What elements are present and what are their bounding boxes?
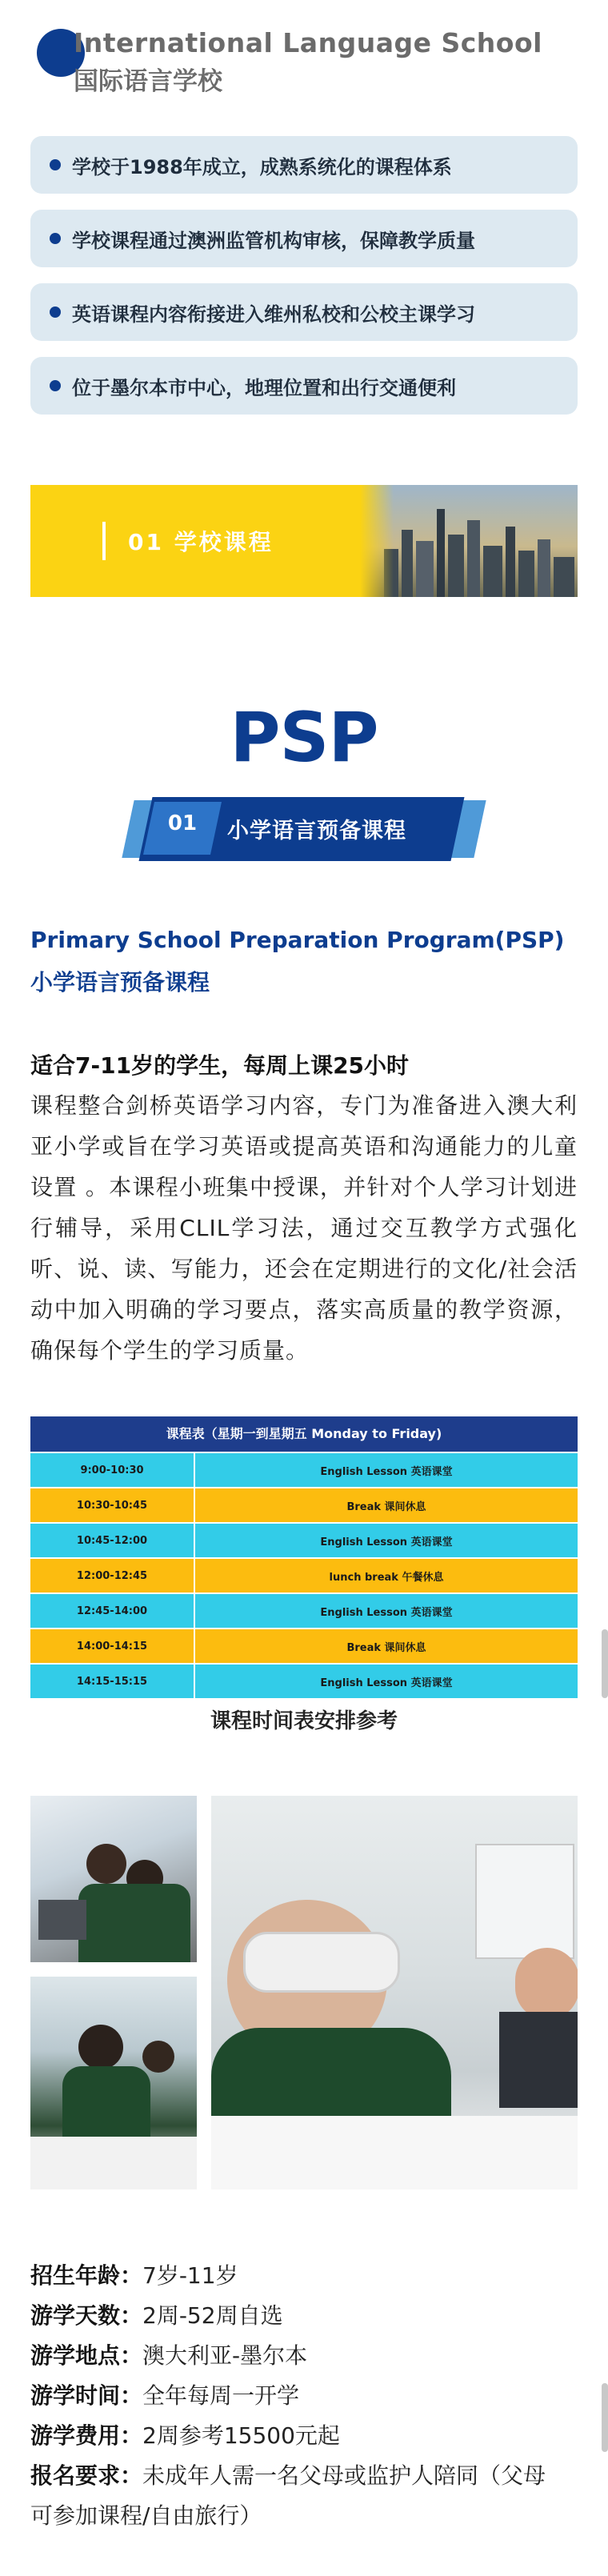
- ribbon-number: 01: [167, 811, 198, 835]
- time-cell: 14:00-14:15: [30, 1629, 195, 1663]
- program-abbr: PSP: [230, 698, 378, 778]
- program-name-zh: 小学语言预备课程: [30, 969, 210, 996]
- bullet-icon: [50, 233, 61, 244]
- table-row: [30, 1592, 578, 1628]
- info-row-time: [30, 2378, 299, 2410]
- scrollbar-thumb[interactable]: [602, 2383, 608, 2452]
- feature-item: [30, 283, 578, 341]
- info-label: 报名要求：: [30, 2462, 143, 2489]
- feature-text: 位于墨尔本市中心，地理位置和出行交通便利: [72, 376, 456, 399]
- bullet-icon: [50, 380, 61, 391]
- program-ribbon: [128, 797, 480, 863]
- info-row-fee: [30, 2418, 340, 2450]
- info-label: 游学费用：: [30, 2422, 143, 2449]
- info-value: 澳大利亚-墨尔本: [142, 2342, 308, 2369]
- info-value: 全年每周一开学: [142, 2382, 300, 2409]
- intro-paragraph: 课程整合剑桥英语学习内容，专门为准备进入澳大利亚小学或旨在学习英语或提高英语和沟通能力的儿童设置 。本课程小班集中授课，并针对个人学习计划进行辅导，采用CLIL学习法，通过交互教学方式强化听、说、读、写能力，还会在定期进行的文化/社会活动中加入明确的学习要点，落实高质量的教学资源，确保每个学生的学习质量。: [30, 1092, 578, 1364]
- info-label: 游学时间：: [30, 2382, 143, 2409]
- info-label: 游学地点：: [30, 2342, 143, 2369]
- time-cell: 10:30-10:45: [30, 1488, 195, 1522]
- info-label: 招生年龄：: [30, 2262, 143, 2289]
- banner-fade: [360, 485, 394, 597]
- scrollbar-thumb[interactable]: [602, 1629, 608, 1698]
- students-classroom-photo: [30, 1977, 197, 2189]
- time-cell: 12:45-14:00: [30, 1594, 195, 1628]
- timetable-caption: 课程时间表安排参考: [210, 1709, 398, 1733]
- activity-cell: English Lesson 英语课堂: [320, 1606, 453, 1619]
- school-name-zh: 国际语言学校: [74, 67, 222, 96]
- info-row-requirement-cont: [30, 2498, 262, 2530]
- table-row: [30, 1487, 578, 1522]
- time-cell: 10:45-12:00: [30, 1524, 195, 1557]
- table-row: [30, 1663, 578, 1698]
- school-name-en: International Language School: [74, 27, 542, 58]
- intro-heading: 适合7-11岁的学生，每周上课25小时: [30, 1052, 410, 1079]
- timetable-title: 课程表（星期一到星期五 Monday to Friday): [30, 1416, 578, 1452]
- info-value: 2周参考15500元起: [142, 2422, 340, 2449]
- info-label: 游学天数：: [30, 2302, 143, 2329]
- activity-cell: English Lesson 英语课堂: [320, 1677, 453, 1689]
- activity-cell: English Lesson 英语课堂: [320, 1536, 453, 1548]
- vr-headset-photo: [211, 1796, 578, 2189]
- feature-item: [30, 357, 578, 415]
- program-name-en: Primary School Preparation Program(PSP): [30, 927, 565, 953]
- feature-item: [30, 136, 578, 194]
- info-row-days: [30, 2298, 283, 2330]
- info-row-requirement: [30, 2458, 546, 2490]
- table-row: [30, 1452, 578, 1487]
- bullet-icon: [50, 159, 61, 170]
- banner-divider: [102, 522, 106, 560]
- info-value: 7岁-11岁: [142, 2262, 238, 2289]
- feature-text: 英语课程内容衔接进入维州私校和公校主课学习: [72, 302, 475, 326]
- ribbon-title: 小学语言预备课程: [227, 819, 406, 843]
- table-row: [30, 1628, 578, 1663]
- info-value: 2周-52周自选: [142, 2302, 283, 2329]
- feature-text: 学校于1988年成立，成熟系统化的课程体系: [72, 155, 452, 178]
- activity-cell: Break 课间休息: [346, 1500, 426, 1513]
- info-row-age: [30, 2258, 238, 2290]
- time-cell: 12:00-12:45: [30, 1559, 195, 1592]
- table-row: [30, 1557, 578, 1592]
- timetable: [30, 1416, 578, 1698]
- feature-text: 学校课程通过澳洲监管机构审核，保障教学质量: [72, 229, 475, 252]
- section-label: 01 学校课程: [128, 529, 274, 555]
- activity-cell: lunch break 午餐休息: [329, 1571, 444, 1584]
- section-banner: [30, 485, 578, 597]
- info-value: 未成年人需一名父母或监护人陪同（父母: [142, 2462, 546, 2489]
- info-row-location: [30, 2338, 307, 2370]
- table-row: [30, 1522, 578, 1557]
- time-cell: 9:00-10:30: [30, 1453, 195, 1487]
- feature-item: [30, 210, 578, 267]
- bullet-icon: [50, 306, 61, 318]
- activity-cell: English Lesson 英语课堂: [320, 1465, 453, 1478]
- robotics-class-photo: [30, 1796, 197, 1962]
- info-value: 可参加课程/自由旅行）: [30, 2502, 262, 2529]
- time-cell: 14:15-15:15: [30, 1665, 195, 1698]
- activity-cell: Break 课间休息: [346, 1641, 426, 1654]
